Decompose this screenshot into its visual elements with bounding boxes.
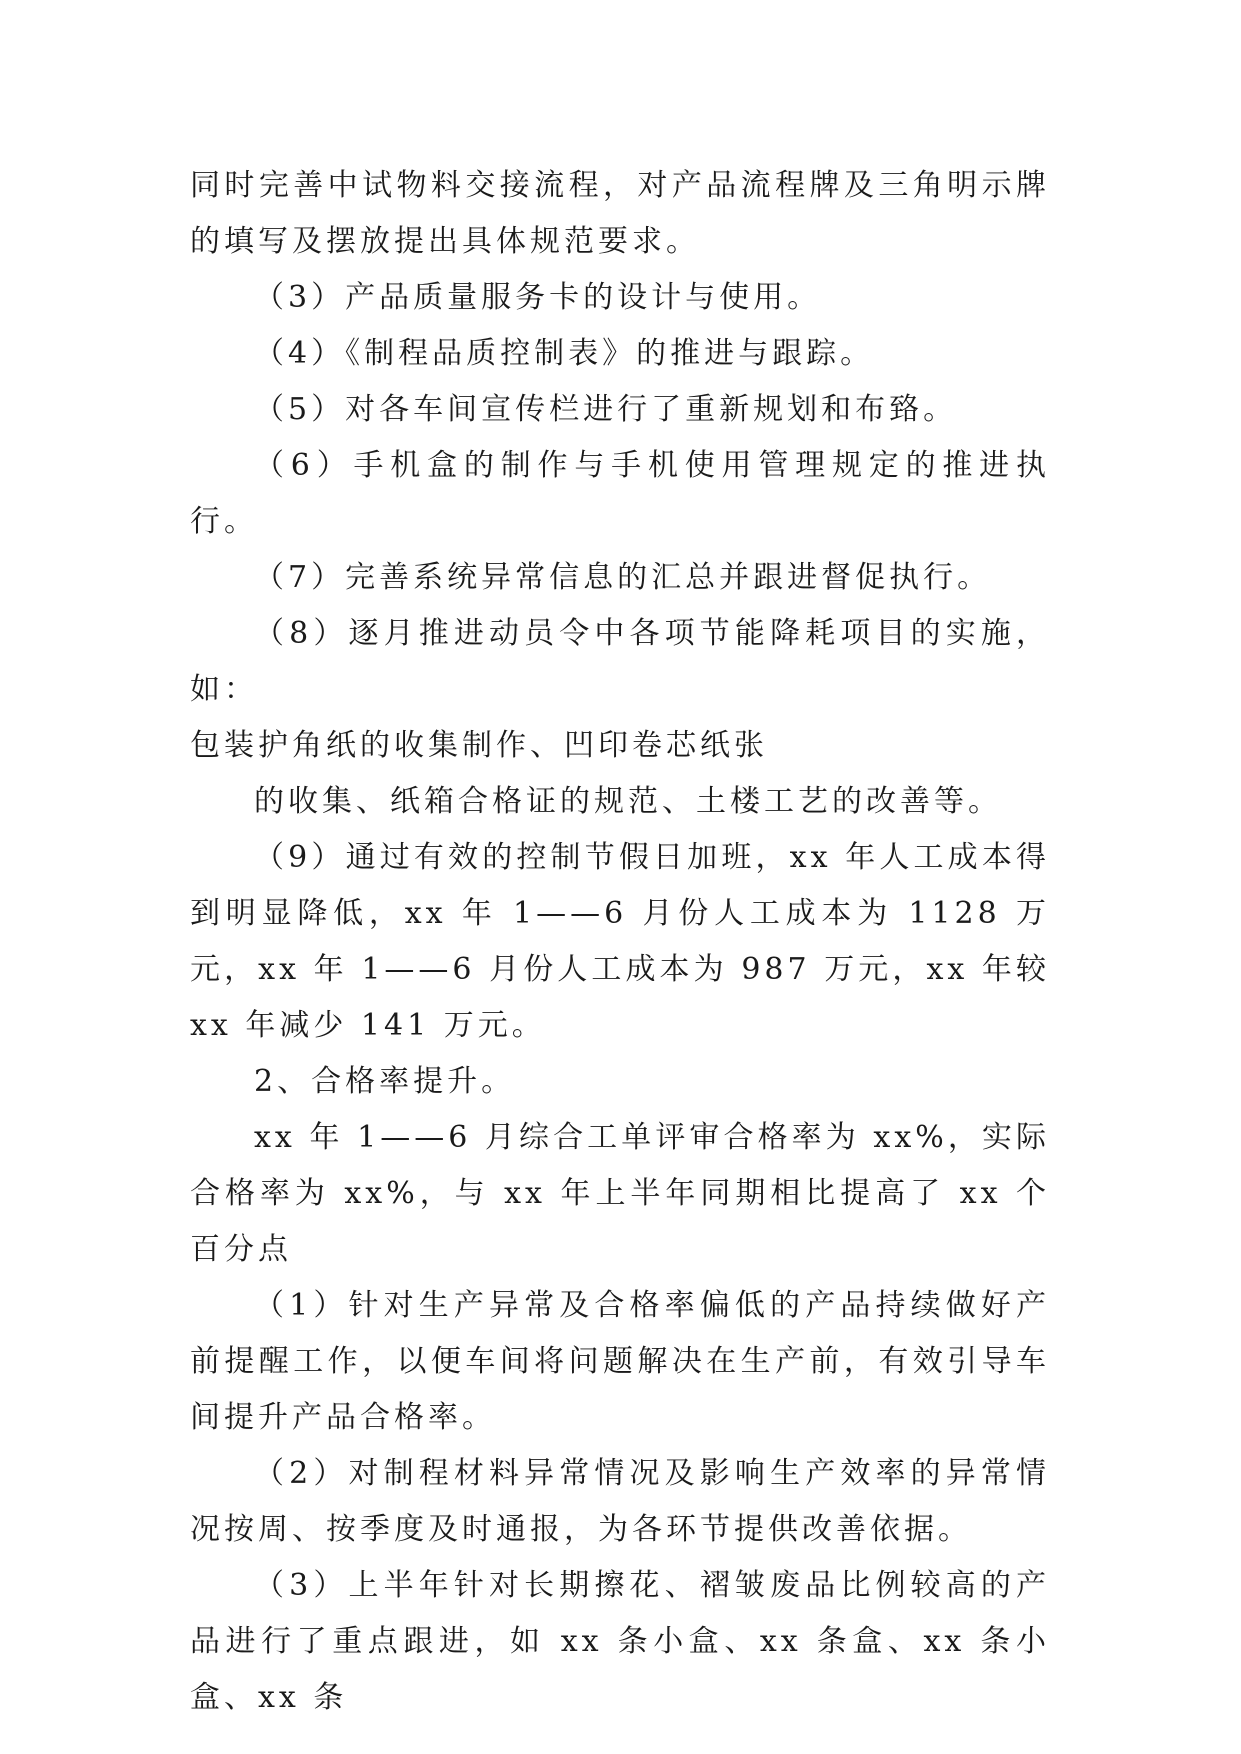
- paragraph-process-handover: 同时完善中试物料交接流程，对产品流程牌及三角明示牌的填写及摆放提出具体规范要求。: [190, 168, 1050, 259]
- paragraph-item-4-control-table: （4）《制程品质控制表》的推进与跟踪。: [254, 336, 875, 371]
- paragraph-item-7-exception-info: （7）完善系统异常信息的汇总并跟进督促执行。: [254, 560, 992, 595]
- paragraph-item-5-bulletin-board: （5）对各车间宣传栏进行了重新规划和布臵。: [254, 392, 958, 427]
- document-body: [190, 158, 1050, 1726]
- paragraph-item-8-continued: 包装护角纸的收集制作、凹印卷芯纸张: [190, 728, 768, 763]
- paragraph-pass-rate-item-2: （2）对制程材料异常情况及影响生产效率的异常情况按周、按季度及时通报，为各环节提供改善依据。: [190, 1456, 1050, 1547]
- paragraph-pass-rate-summary: xx 年 1——6 月综合工单评审合格率为 xx%，实际合格率为 xx%，与 xx 年上半年同期相比提高了 xx 个百分点: [190, 1120, 1050, 1267]
- paragraph-pass-rate-item-3: （3）上半年针对长期擦花、褶皱废品比例较高的产品进行了重点跟进，如 xx 条小盒、xx 条盒、xx 条小盒、xx 条: [190, 1568, 1050, 1715]
- paragraph-item-9-labor-cost: （9）通过有效的控制节假日加班，xx 年人工成本得到明显降低，xx 年 1——6 月份人工成本为 1128 万元，xx 年 1——6 月份人工成本为 987 万元，xx 年较 xx 年减少 141 万元。: [190, 840, 1050, 1043]
- paragraph-item-6-phone-box: （6）手机盒的制作与手机使用管理规定的推进执行。: [190, 448, 1050, 539]
- paragraph-item-3-service-card: （3）产品质量服务卡的设计与使用。: [254, 280, 822, 315]
- paragraph-item-8-continued-2: 的收集、纸箱合格证的规范、土楼工艺的改善等。: [254, 784, 1002, 819]
- paragraph-item-8-energy-saving: （8）逐月推进动员令中各项节能降耗项目的实施，如：: [190, 616, 1050, 707]
- paragraph-pass-rate-item-1: （1）针对生产异常及合格率偏低的产品持续做好产前提醒工作，以便车间将问题解决在生产前，有效引导车间提升产品合格率。: [190, 1288, 1050, 1435]
- section-heading-pass-rate: 2、合格率提升。: [254, 1064, 516, 1099]
